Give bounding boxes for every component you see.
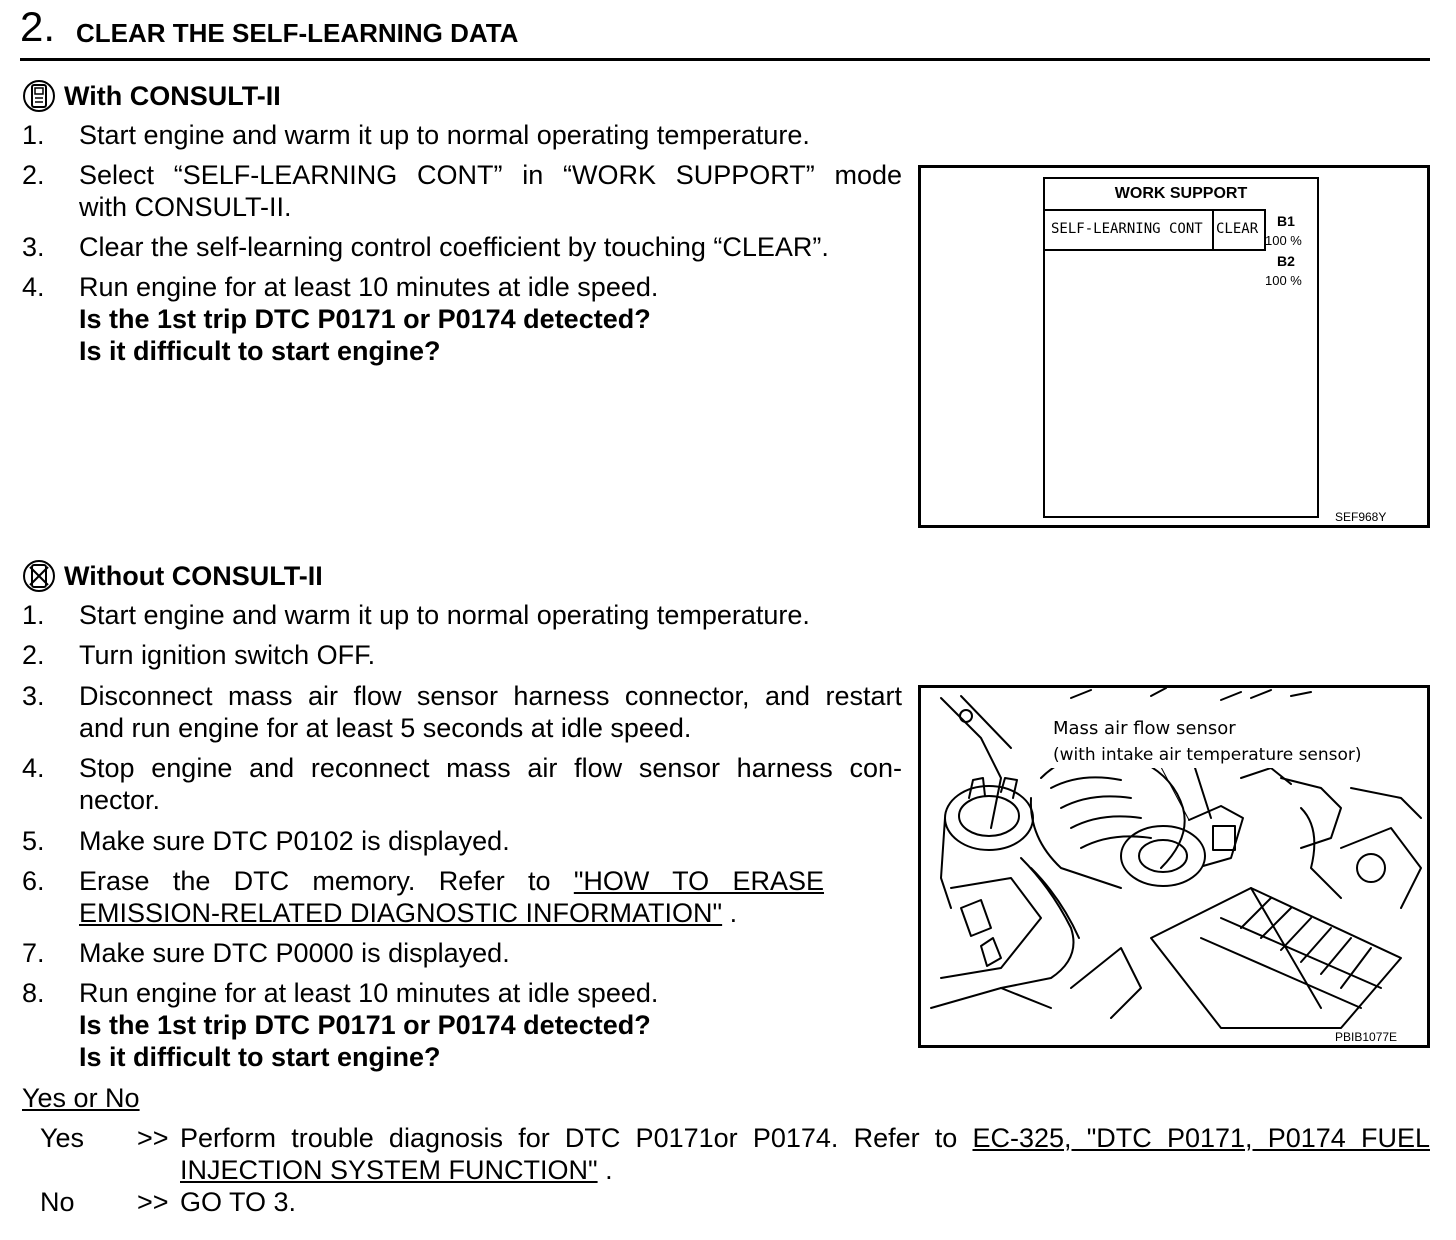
mass-air-flow-sensor-figure	[918, 685, 1430, 1048]
self-learning-cont-item: SELF-LEARNING CONT	[1051, 221, 1203, 237]
screen-divider	[1212, 211, 1214, 249]
ec-325-link-part2[interactable]: INJECTION SYSTEM FUNCTION"	[180, 1155, 598, 1185]
figure-code: SEF968Y	[1335, 510, 1387, 524]
list-item: 3. Clear the self-learning control coefficient by touching “CLEAR”.	[22, 232, 829, 262]
yes-or-no-heading: Yes or No	[22, 1083, 140, 1113]
section-heading	[20, 4, 1430, 61]
section-number: 2.	[20, 3, 56, 50]
no-instruction: GO TO 3.	[180, 1187, 297, 1217]
list-item: 5. Make sure DTC P0102 is displayed.	[22, 826, 510, 856]
yes-label: Yes	[40, 1123, 85, 1153]
consult-tester-icon	[22, 79, 56, 113]
list-item: 2. Turn ignition switch OFF.	[22, 640, 376, 670]
question-start: Is it difficult to start engine?	[79, 1042, 441, 1072]
b1-value: 100 %	[1265, 233, 1302, 248]
work-support-figure	[918, 165, 1430, 528]
screen-row	[1045, 209, 1266, 251]
erase-dtc-link-part2[interactable]: EMISSION-RELATED DIAGNOSTIC INFORMATION"	[79, 898, 723, 928]
without-consult-label: Without CONSULT-II	[64, 561, 323, 591]
with-consult-heading	[22, 79, 281, 113]
yes-arrow: >>	[137, 1123, 169, 1153]
list-item: 3. Disconnect mass air flow sensor harness connector, and restart and run engine for at least 5 seconds at idle speed.	[22, 681, 902, 743]
b1-label: B1	[1277, 213, 1295, 229]
no-arrow: >>	[137, 1187, 169, 1217]
ec-325-link-part1[interactable]: EC-325, "DTC P0171, P0174 FUEL	[972, 1123, 1430, 1153]
with-consult-label: With CONSULT-II	[64, 81, 281, 111]
b2-label: B2	[1277, 253, 1295, 269]
list-item: 4. Stop engine and reconnect mass air flow sensor harness con- nector.	[22, 753, 902, 815]
list-item: 1. Start engine and warm it up to normal operating temperature.	[22, 120, 810, 150]
no-tester-icon	[22, 559, 56, 593]
question-dtc: Is the 1st trip DTC P0171 or P0174 detected?	[79, 304, 651, 334]
figure-code: PBIB1077E	[1335, 1030, 1398, 1044]
screen-title: WORK SUPPORT	[1114, 185, 1248, 202]
b2-value: 100 %	[1265, 273, 1302, 288]
section-title: CLEAR THE SELF-LEARNING DATA	[76, 18, 519, 48]
without-consult-heading	[22, 559, 323, 593]
sensor-callout-label: Mass air flow sensor (with intake air temperature sensor)	[1051, 716, 1364, 768]
list-item: 4. Run engine for at least 10 minutes at idle speed. Is the 1st trip DTC P0171 or P0174 detected? Is it difficult to start engine?	[22, 271, 902, 367]
list-item: 7. Make sure DTC P0000 is displayed.	[22, 938, 510, 968]
erase-dtc-link-part1[interactable]: "HOW TO ERASE	[573, 866, 825, 896]
question-dtc: Is the 1st trip DTC P0171 or P0174 detected?	[79, 1010, 651, 1040]
question-start: Is it difficult to start engine?	[79, 336, 441, 366]
list-item: 1. Start engine and warm it up to normal operating temperature.	[22, 600, 810, 630]
list-item: 2. Select “SELF-LEARNING CONT” in “WORK SUPPORT” mode with CONSULT-II.	[22, 160, 902, 222]
list-item: 6. Erase the DTC memory. Refer to "HOW TO ERASE EMISSION-RELATED DIAGNOSTIC INFORMATION" .	[22, 866, 825, 928]
yes-instruction: Perform trouble diagnosis for DTC P0171or P0174. Refer to EC-325, "DTC P0171, P0174 FUEL INJECTION SYSTEM FUNCTION" .	[180, 1123, 1430, 1185]
no-label: No	[40, 1187, 75, 1217]
list-item: 8. Run engine for at least 10 minutes at idle speed. Is the 1st trip DTC P0171 or P0174 detected? Is it difficult to start engine?	[22, 977, 902, 1073]
consult-screen	[1043, 177, 1319, 518]
clear-button[interactable]: CLEAR	[1216, 221, 1259, 237]
